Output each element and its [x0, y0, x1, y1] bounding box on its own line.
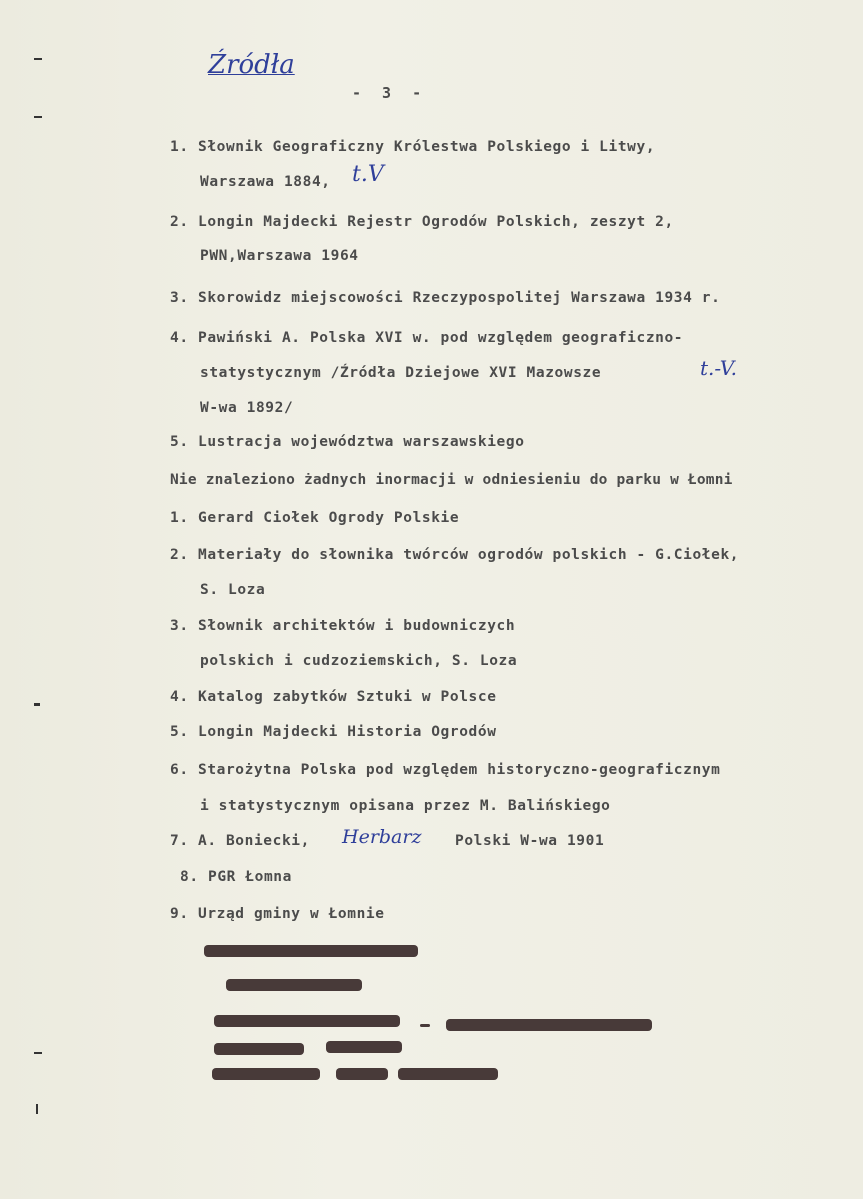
redaction-mark	[420, 1024, 430, 1027]
list-item: 1. Słownik Geograficzny Królestwa Polskiego i Litwy,	[170, 139, 656, 155]
list-item: W-wa 1892/	[200, 400, 294, 416]
redaction-mark	[214, 1043, 304, 1055]
list-item: 4. Katalog zabytków Sztuki w Polsce	[170, 689, 497, 705]
list-item: 6. Starożytna Polska pod względem historyczno-geograficznym	[170, 762, 721, 778]
list-item: 5. Longin Majdecki Historia Ogrodów	[170, 724, 497, 740]
redaction-mark	[446, 1019, 652, 1031]
edge-mark	[34, 1052, 42, 1054]
list-item: 2. Longin Majdecki Rejestr Ogrodów Polskich, zeszyt 2,	[170, 214, 674, 230]
page-number: - 3 -	[352, 84, 428, 102]
redaction-mark	[226, 979, 362, 991]
edge-mark	[34, 703, 40, 706]
list-item: polskich i cudzoziemskich, S. Loza	[200, 653, 518, 669]
redaction-mark	[204, 945, 418, 957]
redaction-mark	[326, 1041, 402, 1053]
list-item: 4. Pawiński A. Polska XVI w. pod względem geograficzno-	[170, 330, 684, 346]
list-item: 3. Słownik architektów i budowniczych	[170, 618, 516, 634]
redaction-mark	[398, 1068, 498, 1080]
list-item: Polski W-wa 1901	[455, 833, 605, 849]
handwritten-note: t.-V.	[700, 356, 738, 380]
list-item: 1. Gerard Ciołek Ogrody Polskie	[170, 510, 460, 526]
handwritten-note: Herbarz	[342, 826, 422, 848]
list-item: 9. Urząd gminy w Łomnie	[170, 906, 385, 922]
list-item: 8. PGR Łomna	[180, 869, 292, 885]
edge-mark	[34, 116, 42, 118]
list-item: 5. Lustracja województwa warszawskiego	[170, 434, 525, 450]
list-item: statystycznym /Źródła Dziejowe XVI Mazowsze	[200, 365, 602, 381]
edge-mark	[36, 1104, 38, 1114]
list-item: Warszawa 1884,	[200, 174, 331, 190]
list-item: PWN,Warszawa 1964	[200, 248, 359, 264]
edge-mark	[34, 58, 42, 60]
list-item: 2. Materiały do słownika twórców ogrodów polskich - G.Ciołek,	[170, 547, 740, 563]
list-item: S. Loza	[200, 582, 266, 598]
list-item: 3. Skorowidz miejscowości Rzeczypospolitej Warszawa 1934 r.	[170, 290, 721, 306]
list-item: i statystycznym opisana przez M. Balińskiego	[200, 798, 611, 814]
note-line: Nie znaleziono żadnych inormacji w odniesieniu do parku w Łomni	[170, 472, 733, 488]
redaction-mark	[336, 1068, 388, 1080]
handwritten-note: t.V	[352, 162, 384, 187]
redaction-mark	[212, 1068, 320, 1080]
heading-handwritten: Źródła	[208, 50, 295, 80]
redaction-mark	[214, 1015, 400, 1027]
list-item: 7. A. Boniecki,	[170, 833, 310, 849]
